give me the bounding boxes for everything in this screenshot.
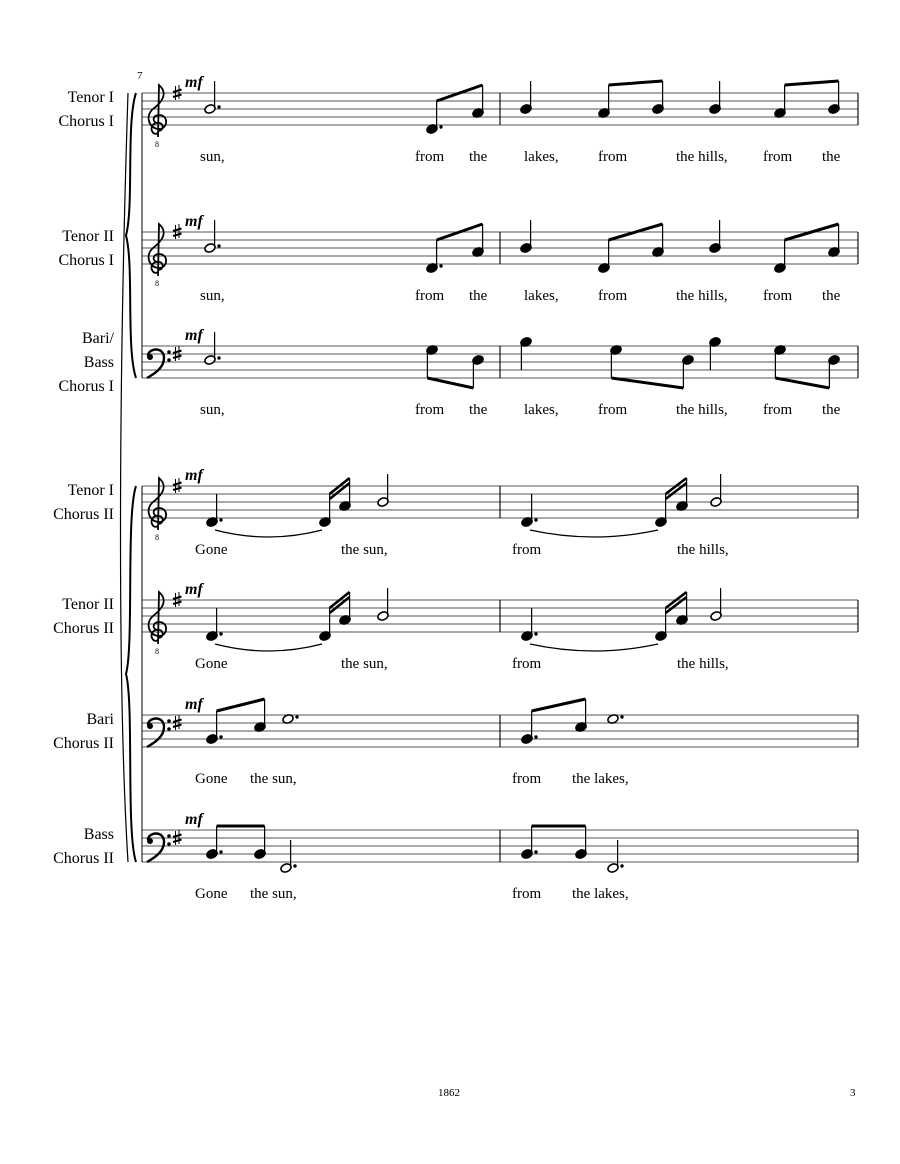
bass-clef-dot (167, 834, 171, 838)
lyric-syllable: from (415, 149, 445, 165)
key-sharp-icon (173, 224, 182, 239)
instrument-name: Bari (86, 711, 114, 728)
octave-down-mark: 8 (155, 533, 159, 542)
lyric-syllable: the (469, 288, 488, 304)
lyric-syllable: the (822, 402, 841, 418)
note-dot (534, 632, 537, 635)
sharp-bar (173, 720, 182, 723)
bass-clef-dot (167, 727, 171, 731)
instrument-name: Chorus I (58, 113, 114, 130)
beam (775, 378, 829, 388)
instrument-name: Tenor II (62, 596, 114, 613)
instrument-name: Chorus I (58, 252, 114, 269)
dynamic-marking: mf (185, 581, 203, 598)
sharp-bar (173, 840, 182, 843)
key-sharp-icon (173, 478, 182, 493)
note-dot (219, 518, 222, 521)
note-dot (534, 518, 537, 521)
sharp-bar (173, 90, 182, 93)
note-dot (439, 125, 442, 128)
lyric-syllable: Gone (195, 656, 228, 672)
sharp-bar (173, 488, 182, 491)
dynamic-marking: mf (185, 811, 203, 828)
beam (427, 378, 473, 388)
key-sharp-icon (173, 592, 182, 607)
lyric-syllable: sun, (200, 149, 225, 165)
sharp-bar (173, 483, 182, 486)
sharp-bar (173, 234, 182, 237)
sharp-bar (173, 95, 182, 98)
lyric-syllable: sun, (200, 288, 225, 304)
lyric-syllable: from (415, 402, 445, 418)
measure-number: 7 (137, 70, 143, 82)
instrument-name: Tenor I (67, 482, 114, 499)
instrument-name: Chorus II (53, 735, 114, 752)
key-sharp-icon (173, 346, 182, 361)
lyric-syllable: the hills, (677, 656, 729, 672)
instrument-name: Tenor I (67, 89, 114, 106)
dynamic-marking: mf (185, 467, 203, 484)
dynamic-marking: mf (185, 327, 203, 344)
tie (215, 644, 322, 651)
lyric-syllable: lakes, (524, 402, 559, 418)
bass-clef-head (147, 838, 153, 844)
dynamic-marking: mf (185, 213, 203, 230)
beam (217, 699, 265, 711)
lyric-syllable: the (469, 149, 488, 165)
lyric-syllable: from (512, 886, 542, 902)
bass-clef-dot (167, 842, 171, 846)
bass-clef-head (147, 354, 153, 360)
tie (530, 644, 658, 651)
system-brace (126, 486, 136, 862)
note-dot (295, 715, 298, 718)
lyric-syllable: from (763, 288, 793, 304)
dynamic-marking: mf (185, 696, 203, 713)
tie (215, 530, 322, 537)
instrument-name: Bass (83, 826, 114, 843)
instrument-name: Chorus II (53, 850, 114, 867)
dynamic-marking: mf (185, 74, 203, 91)
sharp-bar (173, 356, 182, 359)
instrument-name: Chorus II (53, 620, 114, 637)
note-dot (534, 850, 537, 853)
lyric-syllable: Gone (195, 771, 228, 787)
footer-center-text: 1862 (438, 1087, 460, 1099)
note-dot (620, 864, 623, 867)
lyric-syllable: the sun, (341, 656, 388, 672)
note-dot (217, 356, 220, 359)
sharp-bar (173, 229, 182, 232)
lyric-syllable: the sun, (250, 886, 297, 902)
instrument-name: Chorus II (53, 506, 114, 523)
note-dot (620, 715, 623, 718)
note-dot (439, 264, 442, 267)
beam (532, 699, 586, 711)
beam (785, 81, 839, 85)
note-dot (293, 864, 296, 867)
octave-down-mark: 8 (155, 279, 159, 288)
system-brace (126, 93, 136, 378)
note-dot (534, 735, 537, 738)
lyric-syllable: the sun, (250, 771, 297, 787)
lyric-syllable: Gone (195, 542, 228, 558)
lyric-syllable: lakes, (524, 288, 559, 304)
lyric-syllable: sun, (200, 402, 225, 418)
lyric-syllable: the hills, (676, 288, 728, 304)
lyric-syllable: lakes, (524, 149, 559, 165)
instrument-name: Bass (83, 354, 114, 371)
lyric-syllable: from (512, 542, 542, 558)
tie (530, 530, 658, 537)
sharp-bar (173, 597, 182, 600)
lyric-syllable: the sun, (341, 542, 388, 558)
lyric-syllable: the hills, (676, 402, 728, 418)
bass-clef-dot (167, 350, 171, 354)
lyric-syllable: the hills, (676, 149, 728, 165)
note-dot (219, 632, 222, 635)
lyric-syllable: from (415, 288, 445, 304)
instrument-name: Tenor II (62, 228, 114, 245)
lyric-syllable: the lakes, (572, 771, 629, 787)
lyric-syllable: the lakes, (572, 886, 629, 902)
key-sharp-icon (173, 830, 182, 845)
instrument-name: Bari/ (82, 330, 114, 347)
lyric-syllable: from (598, 288, 628, 304)
note-dot (219, 850, 222, 853)
bass-clef-dot (167, 719, 171, 723)
lyric-syllable: from (598, 149, 628, 165)
instrument-name: Chorus I (58, 378, 114, 395)
lyric-syllable: from (598, 402, 628, 418)
bass-clef-head (147, 723, 153, 729)
group-brace (121, 93, 129, 862)
note-dot (217, 244, 220, 247)
octave-down-mark: 8 (155, 140, 159, 149)
key-sharp-icon (173, 715, 182, 730)
sharp-bar (173, 351, 182, 354)
note-dot (219, 735, 222, 738)
lyric-syllable: from (512, 656, 542, 672)
lyric-syllable: from (763, 149, 793, 165)
lyric-syllable: the (822, 149, 841, 165)
octave-down-mark: 8 (155, 647, 159, 656)
beam (609, 81, 663, 85)
lyric-syllable: the hills, (677, 542, 729, 558)
key-sharp-icon (173, 85, 182, 100)
beam (611, 378, 683, 388)
lyric-syllable: Gone (195, 886, 228, 902)
lyric-syllable: the (822, 288, 841, 304)
sharp-bar (173, 835, 182, 838)
bass-clef-dot (167, 358, 171, 362)
note-dot (217, 105, 220, 108)
lyric-syllable: from (512, 771, 542, 787)
sharp-bar (173, 725, 182, 728)
lyric-syllable: from (763, 402, 793, 418)
sharp-bar (173, 602, 182, 605)
page-number: 3 (850, 1087, 856, 1099)
lyric-syllable: the (469, 402, 488, 418)
